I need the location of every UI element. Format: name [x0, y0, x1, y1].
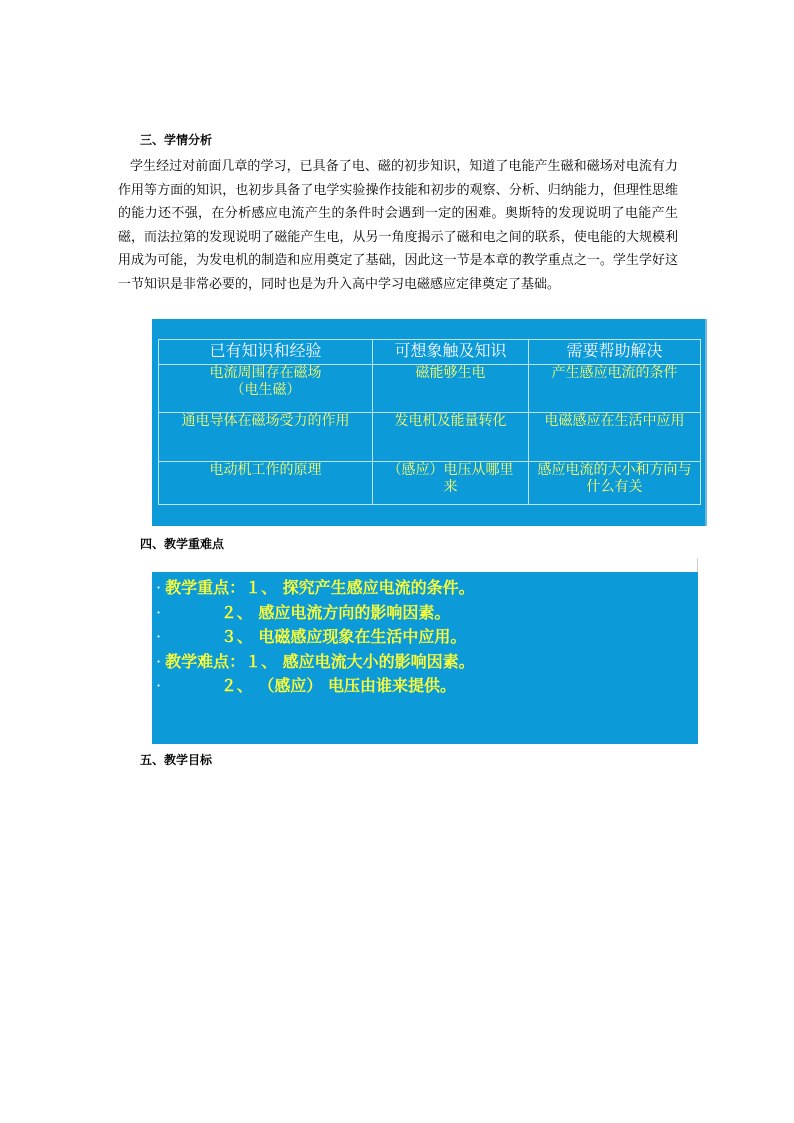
- list-item-text: 教学重点：１、 探究产生感应电流的条件。: [165, 578, 475, 597]
- list-item: [156, 576, 475, 601]
- table-cell: 感应电流的大小和方向与什么有关: [529, 462, 701, 505]
- bullet-icon: ·: [156, 651, 162, 671]
- section4-heading: 四、教学重难点: [140, 537, 225, 551]
- table-header: 需要帮助解决: [529, 340, 701, 365]
- key-points-panel: [152, 572, 698, 744]
- table-row: [159, 462, 701, 505]
- section3-heading: 三、学情分析: [140, 133, 213, 147]
- bullet-icon: ·: [156, 578, 162, 597]
- table-cell: 通电导体在磁场受力的作用: [159, 413, 373, 462]
- list-item-text: ２、 感应电流方向的影响因素。: [165, 602, 451, 622]
- bullet-icon: ·: [156, 676, 162, 695]
- table-cell: 电磁感应在生活中应用: [529, 413, 701, 462]
- table-header: 已有知识和经验: [159, 340, 373, 365]
- table-cell: 电动机工作的原理: [159, 462, 373, 505]
- list-item-text: ３、 电磁感应现象在生活中应用。: [165, 627, 467, 646]
- table-row: [159, 413, 701, 462]
- knowledge-table: [158, 339, 701, 505]
- list-item: [156, 625, 475, 650]
- section3-paragraph: 学生经过对前面几章的学习，已具备了电、磁的初步知识，知道了电能产生磁和磁场对电流有力作用等方面的知识，也初步具备了电学实验操作技能和初步的观察、分析、归纳能力，但理性思维的能力还不强，在分析感应电流产生的条件时会遇到一定的困难。奥斯特的发现说明了电能产生磁，而法拉第的发现说明了磁能产生电，从另一角度揭示了磁和电之间的联系，使电能的大规模利用成为可能，为发电机的制造和应用奠定了基础，因此这一节是本章的教学重点之一。学生学好这一节知识是非常必要的，同时也是为升入高中学习电磁感应定律奠定了基础。: [118, 159, 678, 292]
- list-item: [156, 674, 475, 699]
- table-row: [159, 365, 701, 413]
- bullet-icon: ·: [156, 602, 162, 622]
- key-points-list: [156, 576, 475, 699]
- table-cell: （感应）电压从哪里来: [373, 462, 529, 505]
- panel-edge: [705, 319, 707, 526]
- bullet-icon: ·: [156, 627, 162, 646]
- table-cell: 产生感应电流的条件: [529, 365, 701, 413]
- section5-heading: 五、教学目标: [140, 753, 213, 767]
- knowledge-table-panel: [152, 319, 705, 526]
- list-item-text: 教学难点：１、 感应电流大小的影响因素。: [165, 651, 475, 671]
- table-cell: 电流周围存在磁场（电生磁）: [159, 365, 373, 413]
- panel-top-border: [152, 558, 698, 572]
- list-item: [156, 601, 475, 626]
- list-item-text: ２、 （感应） 电压由谁来提供。: [165, 676, 456, 695]
- table-cell: 磁能够生电: [373, 365, 529, 413]
- table-header: 可想象触及知识: [373, 340, 529, 365]
- table-cell: 发电机及能量转化: [373, 413, 529, 462]
- list-item: [156, 650, 475, 675]
